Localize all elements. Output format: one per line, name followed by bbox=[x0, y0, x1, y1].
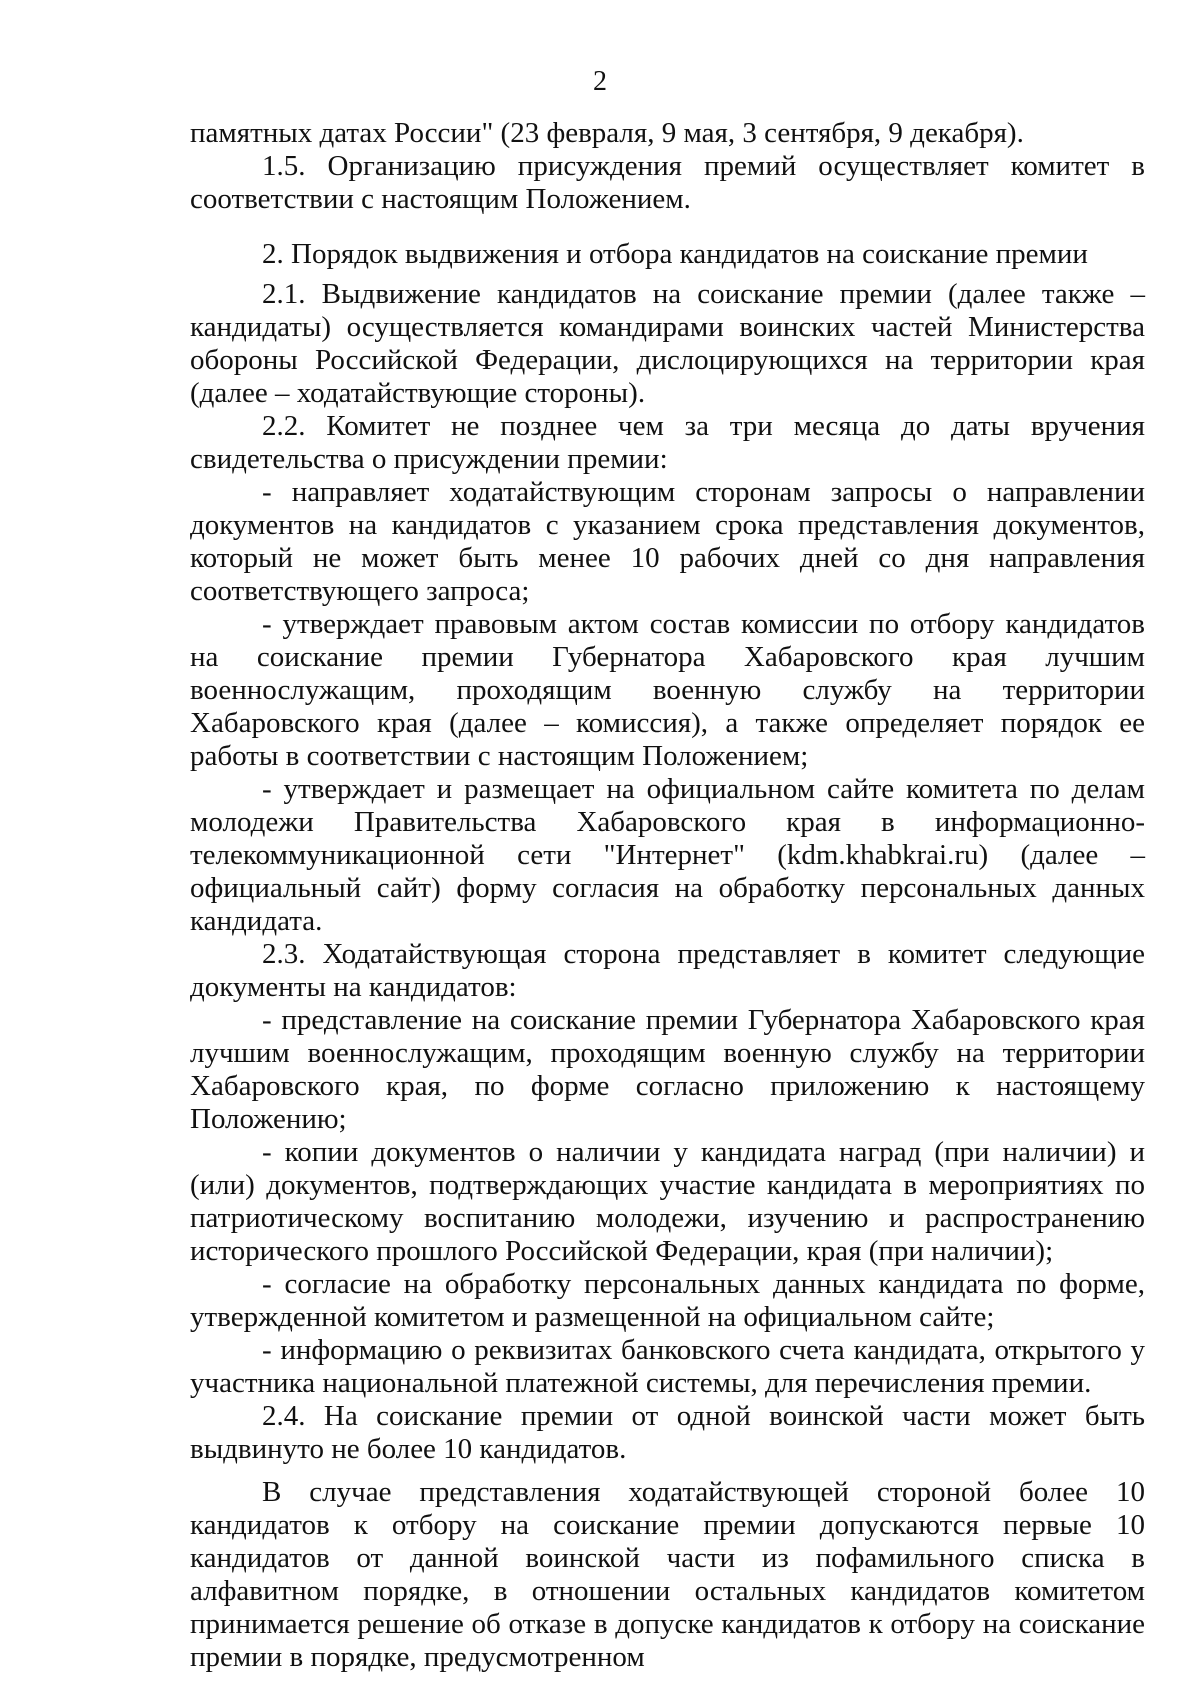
page-number: 2 bbox=[593, 66, 607, 97]
paragraph-2-2: 2.2. Комитет не позднее чем за три месяца до даты вручения свидетельства о присуждении премии: bbox=[190, 410, 1145, 475]
document-body bbox=[190, 117, 1145, 1674]
section-heading-2: 2. Порядок выдвижения и отбора кандидатов на соискание премии bbox=[262, 238, 1088, 270]
list-item-nomination: - представление на соискание премии Губернатора Хабаровского края лучшим военнослужащим, проходящим военную службу на территории Хабаровского края, по форме согласно приложению к настоящему Положению; bbox=[190, 1004, 1145, 1135]
list-item-requests: - направляет ходатайствующим сторонам запросы о направлении документов на кандидатов с указанием срока представления документов, который не может быть менее 10 рабочих дней со дня направления соответствующего запроса; bbox=[190, 476, 1145, 607]
paragraph-1-5: 1.5. Организацию присуждения премий осуществляет комитет в соответствии с настоящим Положением. bbox=[190, 150, 1145, 215]
list-item-consent: - согласие на обработку персональных данных кандидата по форме, утвержденной комитетом и размещенной на официальном сайте; bbox=[190, 1268, 1145, 1333]
paragraph-excess-candidates: В случае представления ходатайствующей стороной более 10 кандидатов к отбору на соискание премии допускаются первые 10 кандидатов от данной воинской части из пофамильного списка в алфавитном порядке, в отношении остальных кандидатов комитетом принимается решение об отказе в допуске кандидатов к отбору на соискание премии в порядке, предусмотренном bbox=[190, 1476, 1145, 1673]
paragraph-2-1: 2.1. Выдвижение кандидатов на соискание премии (далее также – кандидаты) осуществляется командирами воинских частей Министерства обороны Российской Федерации, дислоцирующихся на территории края (далее – ходатайствующие стороны). bbox=[190, 278, 1145, 409]
paragraph-continuation: памятных датах России" (23 февраля, 9 мая, 3 сентября, 9 декабря). bbox=[190, 117, 1024, 149]
list-item-bank-details: - информацию о реквизитах банковского счета кандидата, открытого у участника национальной платежной системы, для перечисления премии. bbox=[190, 1334, 1145, 1399]
list-item-consent-form: - утверждает и размещает на официальном сайте комитета по делам молодежи Правительства Хабаровского края в информационно-телекоммуникационной сети "Интернет" (kdm.khabkrai.ru) (далее – официальный сайт) форму согласия на обработку персональных данных кандидата. bbox=[190, 773, 1145, 937]
paragraph-2-4: 2.4. На соискание премии от одной воинской части может быть выдвинуто не более 10 кандидатов. bbox=[190, 1400, 1145, 1465]
list-item-commission: - утверждает правовым актом состав комиссии по отбору кандидатов на соискание премии Губернатора Хабаровского края лучшим военнослужащим, проходящим военную службу на территории Хабаровского края (далее – комиссия), а также определяет порядок ее работы в соответствии с настоящим Положением; bbox=[190, 608, 1145, 772]
list-item-award-copies: - копии документов о наличии у кандидата наград (при наличии) и (или) документов, подтверждающих участие кандидата в мероприятиях по патриотическому воспитанию молодежи, изучению и распространению исторического прошлого Российской Федерации, края (при наличии); bbox=[190, 1136, 1145, 1267]
paragraph-2-3: 2.3. Ходатайствующая сторона представляет в комитет следующие документы на кандидатов: bbox=[190, 938, 1145, 1003]
